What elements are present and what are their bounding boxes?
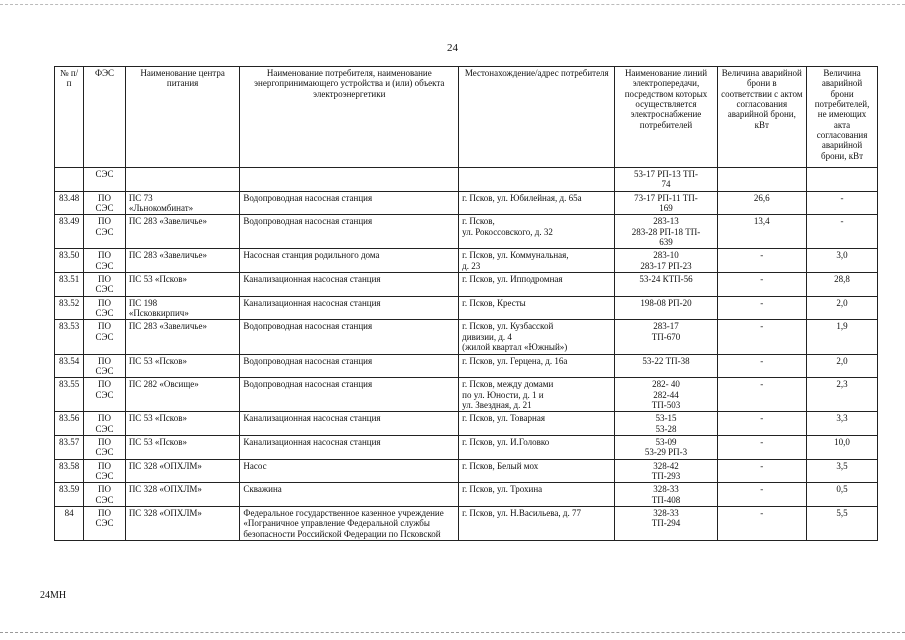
cell-center: ПС 53 «Псков» bbox=[125, 435, 240, 459]
cell-num: 83.57 bbox=[55, 435, 84, 459]
cell-armor-no-act: 2,0 bbox=[807, 296, 878, 320]
cell-num bbox=[55, 168, 84, 192]
header-consumer: Наименование потребителя, наименование энергопринимающего устройства и (или) объекта электроэнергетики bbox=[240, 67, 459, 168]
cell-consumer: Канализационная насосная станция bbox=[240, 412, 459, 436]
cell-armor-act: - bbox=[717, 249, 807, 273]
cell-consumer: Водопроводная насосная станция bbox=[240, 320, 459, 354]
cell-center: ПС 283 «Завеличье» bbox=[125, 320, 240, 354]
cell-armor-act: - bbox=[717, 378, 807, 412]
cell-fes: ПО СЭС bbox=[84, 191, 126, 215]
cell-address: г. Псков, ул. Н.Васильева, д. 77 bbox=[459, 506, 615, 540]
cell-armor-no-act: - bbox=[807, 191, 878, 215]
cell-consumer: Насос bbox=[240, 459, 459, 483]
cell-armor-act: - bbox=[717, 273, 807, 297]
cell-fes: ПО СЭС bbox=[84, 506, 126, 540]
header-armor-no-act: Величина аварийной брони потребителей, не имеющих акта согласования аварийной брони, кВт bbox=[807, 67, 878, 168]
cell-center bbox=[125, 168, 240, 192]
header-num: № п/п bbox=[55, 67, 84, 168]
cell-consumer: Водопроводная насосная станция bbox=[240, 378, 459, 412]
cell-armor-act bbox=[717, 168, 807, 192]
cell-fes: ПО СЭС bbox=[84, 378, 126, 412]
cell-num: 83.56 bbox=[55, 412, 84, 436]
cell-num: 83.53 bbox=[55, 320, 84, 354]
cell-num: 83.59 bbox=[55, 483, 84, 507]
cell-armor-act: - bbox=[717, 483, 807, 507]
table-body bbox=[55, 168, 878, 541]
cell-armor-no-act bbox=[807, 168, 878, 192]
cell-lines: 73-17 РП-11 ТП- 169 bbox=[615, 191, 717, 215]
cell-armor-no-act: 5,5 bbox=[807, 506, 878, 540]
cell-center: ПС 53 «Псков» bbox=[125, 273, 240, 297]
cell-address: г. Псков, ул. Рокоссовского, д. 32 bbox=[459, 215, 615, 249]
cell-center: ПС 198 «Псковкирпич» bbox=[125, 296, 240, 320]
cell-address: г. Псков, ул. Коммунальная, д. 23 bbox=[459, 249, 615, 273]
cell-num: 84 bbox=[55, 506, 84, 540]
cell-armor-act: - bbox=[717, 412, 807, 436]
cell-lines: 53-17 РП-13 ТП- 74 bbox=[615, 168, 717, 192]
cell-address: г. Псков, Кресты bbox=[459, 296, 615, 320]
cell-center: ПС 282 «Овсище» bbox=[125, 378, 240, 412]
cell-lines: 53-22 ТП-38 bbox=[615, 354, 717, 378]
cell-fes: СЭС bbox=[84, 168, 126, 192]
cell-armor-act: 26,6 bbox=[717, 191, 807, 215]
table-row bbox=[55, 483, 878, 507]
cell-num: 83.55 bbox=[55, 378, 84, 412]
cell-address: г. Псков, ул. Ипподромная bbox=[459, 273, 615, 297]
cell-armor-no-act: 2,0 bbox=[807, 354, 878, 378]
cell-armor-act: - bbox=[717, 354, 807, 378]
cell-lines: 53-15 53-28 bbox=[615, 412, 717, 436]
table-row bbox=[55, 249, 878, 273]
table-row bbox=[55, 191, 878, 215]
cell-address bbox=[459, 168, 615, 192]
cell-armor-no-act: 3,3 bbox=[807, 412, 878, 436]
cell-fes: ПО СЭС bbox=[84, 412, 126, 436]
table-row bbox=[55, 506, 878, 540]
cell-consumer bbox=[240, 168, 459, 192]
header-center: Наименование центра питания bbox=[125, 67, 240, 168]
header-armor-act: Величина аварийной брони в соответствии с актом согласования аварийной брони, кВт bbox=[717, 67, 807, 168]
cell-consumer: Канализационная насосная станция bbox=[240, 273, 459, 297]
cell-armor-act: - bbox=[717, 320, 807, 354]
cell-num: 83.52 bbox=[55, 296, 84, 320]
table-row bbox=[55, 354, 878, 378]
cell-consumer: Насосная станция родильного дома bbox=[240, 249, 459, 273]
cell-center: ПС 328 «ОПХЛМ» bbox=[125, 459, 240, 483]
footer-code: 24МН bbox=[40, 590, 67, 601]
cell-center: ПС 53 «Псков» bbox=[125, 354, 240, 378]
cell-lines: 283-17 ТП-670 bbox=[615, 320, 717, 354]
cell-address: г. Псков, ул. Кузбасской дивизии, д. 4 (жилой квартал «Южный») bbox=[459, 320, 615, 354]
cell-armor-no-act: 2,3 bbox=[807, 378, 878, 412]
cell-fes: ПО СЭС bbox=[84, 354, 126, 378]
page-bottom-edge bbox=[0, 632, 905, 633]
cell-center: ПС 73 «Льнокомбинат» bbox=[125, 191, 240, 215]
cell-consumer: Скважина bbox=[240, 483, 459, 507]
cell-num: 83.50 bbox=[55, 249, 84, 273]
cell-consumer: Канализационная насосная станция bbox=[240, 296, 459, 320]
cell-armor-no-act: 10,0 bbox=[807, 435, 878, 459]
cell-address: г. Псков, ул. И.Головко bbox=[459, 435, 615, 459]
cell-lines: 282- 40 282-44 ТП-503 bbox=[615, 378, 717, 412]
table-row bbox=[55, 296, 878, 320]
header-address: Местонахождение/адрес потребителя bbox=[459, 67, 615, 168]
cell-address: г. Псков, между домами по ул. Юности, д. 1 и ул. Звездная, д. 21 bbox=[459, 378, 615, 412]
cell-armor-no-act: 1,9 bbox=[807, 320, 878, 354]
cell-num: 83.58 bbox=[55, 459, 84, 483]
cell-armor-act: - bbox=[717, 459, 807, 483]
cell-address: г. Псков, ул. Товарная bbox=[459, 412, 615, 436]
cell-address: г. Псков, ул. Юбилейная, д. 65а bbox=[459, 191, 615, 215]
cell-fes: ПО СЭС bbox=[84, 483, 126, 507]
table-row bbox=[55, 459, 878, 483]
cell-center: ПС 53 «Псков» bbox=[125, 412, 240, 436]
cell-armor-no-act: 28,8 bbox=[807, 273, 878, 297]
cell-lines: 283-10 283-17 РП-23 bbox=[615, 249, 717, 273]
cell-consumer: Водопроводная насосная станция bbox=[240, 215, 459, 249]
table-row bbox=[55, 378, 878, 412]
cell-lines: 328-33 ТП-294 bbox=[615, 506, 717, 540]
page-top-edge bbox=[0, 4, 905, 5]
cell-fes: ПО СЭС bbox=[84, 435, 126, 459]
cell-address: г. Псков, Белый мох bbox=[459, 459, 615, 483]
cell-fes: ПО СЭС bbox=[84, 273, 126, 297]
cell-consumer: Федеральное государственное казенное учреждение «Пограничное управление Федеральной службы безопасности Российской Федерации по Псковской bbox=[240, 506, 459, 540]
cell-armor-act: 13,4 bbox=[717, 215, 807, 249]
page-number: 24 bbox=[447, 42, 458, 54]
cell-consumer: Водопроводная насосная станция bbox=[240, 354, 459, 378]
table-row bbox=[55, 273, 878, 297]
cell-lines: 53-24 КТП-56 bbox=[615, 273, 717, 297]
consumers-table bbox=[54, 66, 878, 541]
cell-consumer: Водопроводная насосная станция bbox=[240, 191, 459, 215]
cell-fes: ПО СЭС bbox=[84, 459, 126, 483]
table-row bbox=[55, 320, 878, 354]
cell-lines: 283-13 283-28 РП-18 ТП- 639 bbox=[615, 215, 717, 249]
cell-fes: ПО СЭС bbox=[84, 296, 126, 320]
cell-lines: 53-09 53-29 РП-3 bbox=[615, 435, 717, 459]
cell-center: ПС 328 «ОПХЛМ» bbox=[125, 506, 240, 540]
table-row bbox=[55, 412, 878, 436]
cell-num: 83.48 bbox=[55, 191, 84, 215]
cell-armor-act: - bbox=[717, 506, 807, 540]
cell-armor-no-act: 3,0 bbox=[807, 249, 878, 273]
table-row bbox=[55, 215, 878, 249]
header-fes: ФЭС bbox=[84, 67, 126, 168]
cell-num: 83.49 bbox=[55, 215, 84, 249]
cell-lines: 328-42 ТП-293 bbox=[615, 459, 717, 483]
cell-address: г. Псков, ул. Герцена, д. 16а bbox=[459, 354, 615, 378]
cell-consumer: Канализационная насосная станция bbox=[240, 435, 459, 459]
cell-address: г. Псков, ул. Трохина bbox=[459, 483, 615, 507]
cell-lines: 198-08 РП-20 bbox=[615, 296, 717, 320]
cell-fes: ПО СЭС bbox=[84, 215, 126, 249]
cell-armor-no-act: 3,5 bbox=[807, 459, 878, 483]
table-row bbox=[55, 168, 878, 192]
cell-center: ПС 283 «Завеличье» bbox=[125, 249, 240, 273]
table-row bbox=[55, 435, 878, 459]
cell-fes: ПО СЭС bbox=[84, 249, 126, 273]
cell-armor-no-act: 0,5 bbox=[807, 483, 878, 507]
header-lines: Наименование линий электропередачи, посредством которых осуществляется электроснабжение потребителей bbox=[615, 67, 717, 168]
cell-num: 83.51 bbox=[55, 273, 84, 297]
cell-fes: ПО СЭС bbox=[84, 320, 126, 354]
table-header-row bbox=[55, 67, 878, 168]
cell-armor-act: - bbox=[717, 435, 807, 459]
cell-center: ПС 328 «ОПХЛМ» bbox=[125, 483, 240, 507]
cell-armor-act: - bbox=[717, 296, 807, 320]
cell-center: ПС 283 «Завеличье» bbox=[125, 215, 240, 249]
cell-num: 83.54 bbox=[55, 354, 84, 378]
cell-armor-no-act: - bbox=[807, 215, 878, 249]
cell-lines: 328-33 ТП-408 bbox=[615, 483, 717, 507]
